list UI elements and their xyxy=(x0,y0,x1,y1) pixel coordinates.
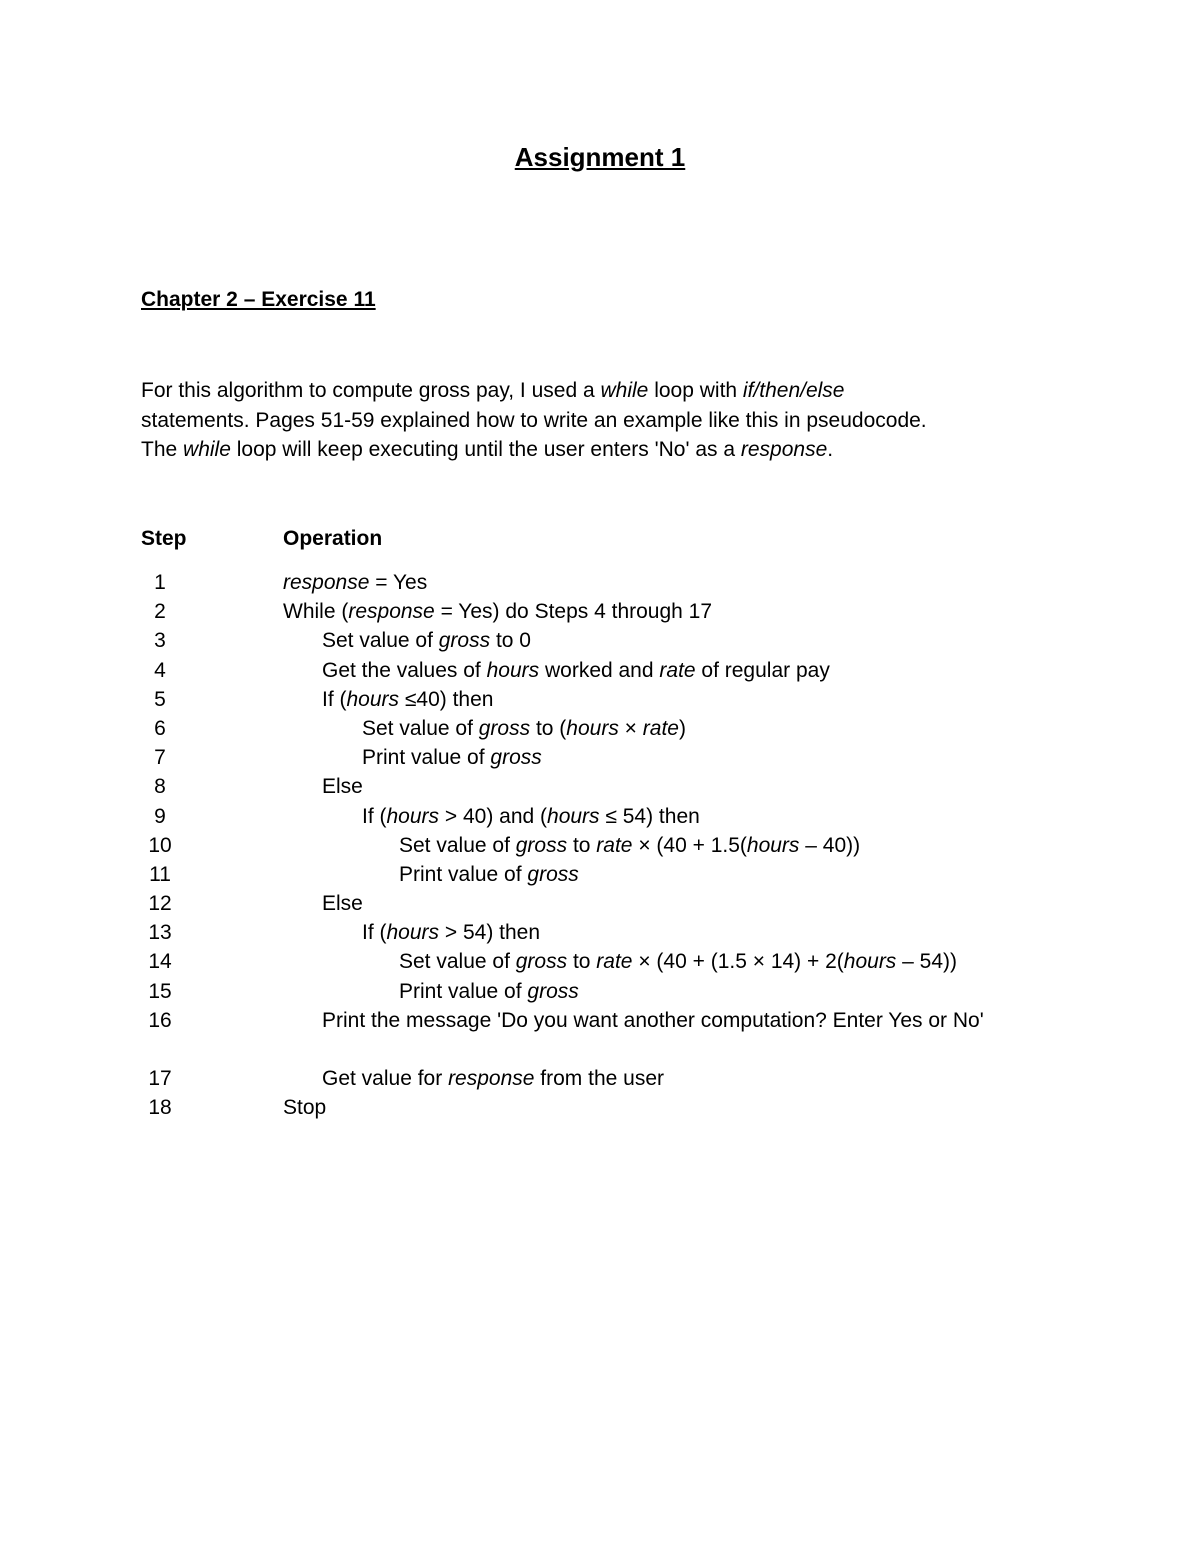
text-run: worked and xyxy=(539,658,660,682)
text-run: ≤40) then xyxy=(399,687,494,711)
text-run: For this algorithm to compute gross pay, I used a xyxy=(141,379,601,402)
text-run: from the user xyxy=(534,1067,665,1091)
step-number: 12 xyxy=(148,892,172,916)
intro-paragraph xyxy=(141,376,1041,465)
italic-term: hours xyxy=(566,716,619,740)
step-row xyxy=(141,977,1061,1006)
step-row xyxy=(141,626,1061,655)
step-row xyxy=(141,947,1061,976)
step-number: 6 xyxy=(154,716,166,740)
step-number: 5 xyxy=(154,687,166,711)
step-operation xyxy=(399,831,860,860)
italic-term: hours xyxy=(486,658,540,682)
step-row xyxy=(141,568,1061,597)
step-number: 18 xyxy=(148,1096,172,1120)
step-operation xyxy=(322,889,363,918)
operation-column-header: Operation xyxy=(283,527,383,550)
intro-line xyxy=(141,435,1041,465)
step-operation xyxy=(322,1064,664,1093)
step-row xyxy=(141,802,1061,831)
text-run: × (40 + (1.5 × 14) + 2( xyxy=(632,950,844,974)
step-row xyxy=(141,772,1061,801)
text-run: × (40 + 1.5( xyxy=(632,833,747,857)
step-operation xyxy=(322,685,493,714)
text-run: Get value for xyxy=(322,1067,449,1091)
step-row xyxy=(141,860,1061,889)
step-column-header: Step xyxy=(141,527,187,550)
text-run: statements. Pages 51-59 explained how to write an example like this in pseudocode. xyxy=(141,408,927,432)
text-run: loop will keep executing until the user enters 'No' as a xyxy=(230,438,741,461)
italic-term: response xyxy=(283,571,370,594)
text-run: Set value of xyxy=(399,833,516,857)
text-run: to 0 xyxy=(490,629,531,653)
italic-term: response xyxy=(348,600,435,624)
intro-line xyxy=(141,406,1041,436)
text-run: Print value of xyxy=(399,979,528,1003)
text-run: = Yes xyxy=(369,571,428,594)
text-run: Else xyxy=(322,892,363,916)
text-run: – 40)) xyxy=(799,833,861,857)
step-operation xyxy=(399,860,579,889)
page-title: Assignment 1 xyxy=(514,142,686,172)
step-row xyxy=(141,685,1061,714)
italic-term: gross xyxy=(515,833,568,857)
text-run: Get the values of xyxy=(322,658,487,682)
text-run: Set value of xyxy=(399,950,516,974)
italic-term: gross xyxy=(515,950,568,974)
step-row xyxy=(141,597,1061,626)
text-run: to ( xyxy=(530,716,567,740)
text-run: loop with xyxy=(648,379,743,402)
italic-term: rate xyxy=(642,716,679,740)
step-number: 8 xyxy=(154,775,166,799)
step-number: 7 xyxy=(154,746,166,770)
text-run: Else xyxy=(322,775,363,799)
step-operation xyxy=(399,977,579,1006)
text-run: Print value of xyxy=(362,746,491,770)
text-run: = Yes) do Steps 4 through 17 xyxy=(434,600,713,624)
italic-term: hours xyxy=(746,833,800,857)
text-run: Print the message 'Do you want another computation? Enter Yes or No' xyxy=(322,1008,984,1032)
step-operation xyxy=(322,656,830,685)
italic-term: while xyxy=(183,438,231,461)
text-run: – 54)) xyxy=(896,950,958,974)
step-operation xyxy=(283,568,427,597)
italic-term: gross xyxy=(490,746,542,770)
text-run: The xyxy=(141,438,184,461)
step-operation xyxy=(362,802,700,831)
text-run: Stop xyxy=(283,1096,327,1120)
step-operation xyxy=(322,626,531,655)
step-operation xyxy=(322,772,363,801)
italic-term: gross xyxy=(478,716,531,740)
step-number: 2 xyxy=(154,600,166,624)
step-number: 1 xyxy=(154,571,166,594)
step-row xyxy=(141,656,1061,685)
step-row xyxy=(141,714,1061,743)
step-operation xyxy=(283,597,712,626)
italic-term: hours xyxy=(843,950,897,974)
step-number: 11 xyxy=(149,862,171,886)
step-number: 17 xyxy=(148,1067,172,1091)
text-run: Print value of xyxy=(399,862,528,886)
italic-term: hours xyxy=(386,921,440,945)
step-row xyxy=(141,1064,1061,1093)
text-run: If ( xyxy=(322,687,347,711)
step-number: 3 xyxy=(154,629,166,653)
text-run: Set value of xyxy=(322,629,439,653)
text-run: > 40) and ( xyxy=(439,804,548,828)
step-number: 4 xyxy=(154,658,166,682)
step-operation xyxy=(362,918,540,947)
italic-term: gross xyxy=(438,629,491,653)
text-run: of regular pay xyxy=(695,658,830,682)
steps-table xyxy=(141,568,1061,1123)
italic-term: gross xyxy=(527,862,579,886)
step-operation xyxy=(362,714,686,743)
step-number: 14 xyxy=(148,950,172,974)
step-number: 10 xyxy=(148,833,172,857)
step-row xyxy=(141,831,1061,860)
step-number: 15 xyxy=(148,979,172,1003)
italic-term: response xyxy=(740,438,828,461)
step-number: 16 xyxy=(148,1008,172,1032)
italic-term: if/then/else xyxy=(742,379,845,402)
step-number: 13 xyxy=(148,921,172,945)
text-run: × xyxy=(618,716,643,740)
italic-term: hours xyxy=(346,687,400,711)
step-row xyxy=(141,889,1061,918)
text-run: If ( xyxy=(362,804,387,828)
text-run: > 54) then xyxy=(439,921,541,945)
intro-line xyxy=(141,376,1041,406)
text-run: While ( xyxy=(283,600,349,624)
text-run: to xyxy=(567,950,597,974)
italic-term: while xyxy=(600,379,649,402)
text-run: ≤ 54) then xyxy=(599,804,700,828)
italic-term: rate xyxy=(596,950,633,974)
italic-term: response xyxy=(448,1067,535,1091)
step-operation xyxy=(362,743,542,772)
step-operation xyxy=(399,947,957,976)
text-run: ) xyxy=(678,716,686,740)
step-operation xyxy=(322,1006,1042,1035)
step-row xyxy=(141,918,1061,947)
step-number: 9 xyxy=(154,804,166,828)
text-run: . xyxy=(827,438,834,461)
text-run: Set value of xyxy=(362,716,479,740)
italic-term: rate xyxy=(659,658,696,682)
italic-term: gross xyxy=(527,979,579,1003)
italic-term: rate xyxy=(596,833,633,857)
italic-term: hours xyxy=(386,804,440,828)
step-row xyxy=(141,1006,1061,1064)
step-operation xyxy=(283,1093,326,1122)
step-row xyxy=(141,743,1061,772)
italic-term: hours xyxy=(547,804,600,828)
section-heading: Chapter 2 – Exercise 11 xyxy=(141,288,376,311)
step-row xyxy=(141,1093,1061,1122)
text-run: to xyxy=(567,833,597,857)
text-run: If ( xyxy=(362,921,387,945)
